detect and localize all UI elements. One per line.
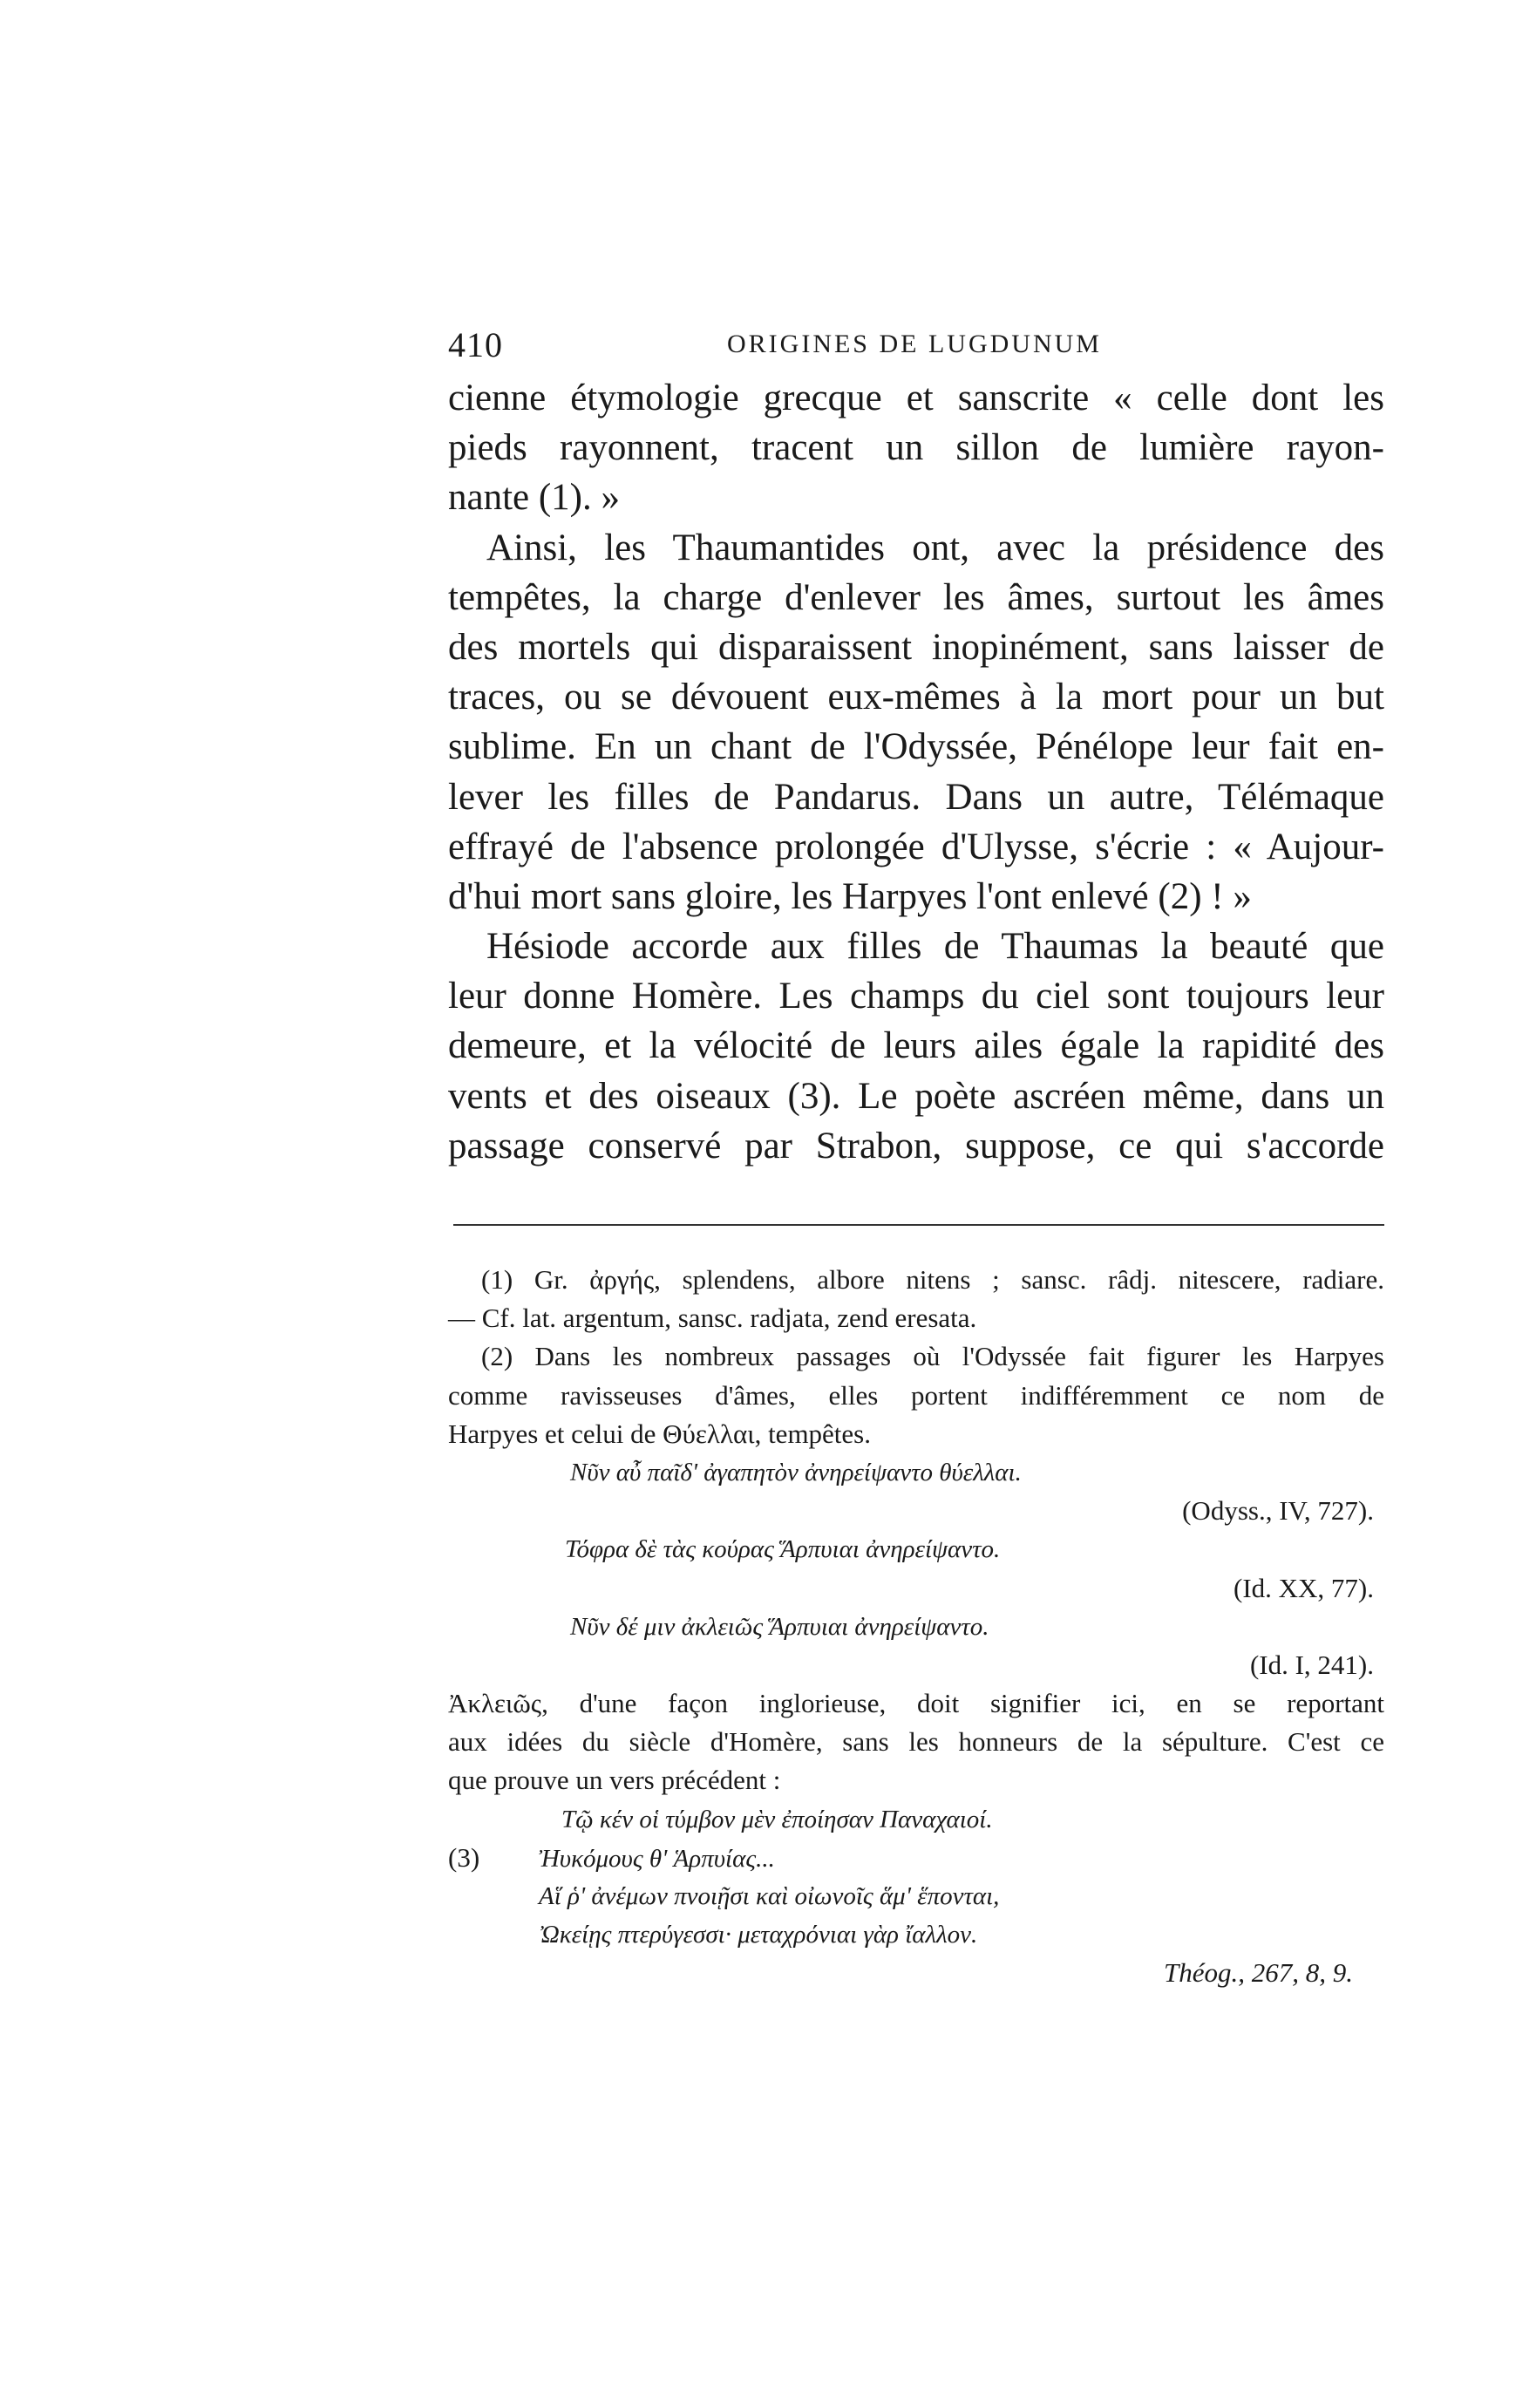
footnote-divider: [453, 1224, 1384, 1226]
text-line: tempêtes, la charge d'enlever les âmes, surtout les âmes: [448, 576, 1384, 618]
page-header: [448, 324, 1390, 366]
text-line: demeure, et la vélocité de leurs ailes égale la rapidité des: [448, 1025, 1384, 1067]
citation: Théog., 267, 8, 9.: [1164, 1957, 1353, 1989]
footnote-2-commentary: que prouve un vers précédent :: [448, 1765, 781, 1796]
page-number: 410: [448, 325, 503, 364]
greek-quote: Τόφρα δὲ τὰς κούρας Ἅρπυιαι ἀνηρείψαντο.: [565, 1535, 1001, 1564]
greek-quote: Ὠκείῃς πτερύγεσσι· μεταχρόνιαι γὰρ ἴαλλον.: [539, 1921, 978, 1949]
running-title: ORIGINES DE LUGDUNUM: [727, 330, 1102, 358]
footnote-1-line: (1) Gr. ἀργής, splendens, albore nitens ; sansc. rȃdj. nitescere, radiare.: [481, 1264, 1384, 1295]
text-line: pieds rayonnent, tracent un sillon de lumière rayon-: [448, 427, 1384, 469]
greek-quote: Νῦν αὖ παῖδ' ἀγαπητὸν ἀνηρείψαντο θύελλαι.: [570, 1458, 1022, 1486]
footnote-2-commentary: aux idées du siècle d'Homère, sans les honneurs de la sépulture. C'est ce: [448, 1726, 1384, 1758]
text-line: Hésiode accorde aux filles de Thaumas la beauté que: [486, 926, 1384, 968]
text-line: effrayé de l'absence prolongée d'Ulysse, s'écrie : « Aujour-: [448, 826, 1384, 867]
footnote-2-line: (2) Dans les nombreux passages où l'Odyssée fait figurer les Harpyes: [481, 1341, 1384, 1372]
text-line: Ainsi, les Thaumantides ont, avec la présidence des: [486, 527, 1384, 568]
footnote-1-line: — Cf. lat. argentum, sansc. radjata, zend eresata.: [448, 1303, 977, 1334]
text-line: leur donne Homère. Les champs du ciel sont toujours leur: [448, 976, 1384, 1017]
citation: (Id. I, 241).: [1249, 1649, 1374, 1680]
text-line: d'hui mort sans gloire, les Harpyes l'ont enlevé (2) ! »: [448, 875, 1252, 917]
text-line: traces, ou se dévouent eux-mêmes à la mort pour un but: [448, 677, 1384, 718]
footnote-2-commentary: Ἀκλειῶς, d'une façon inglorieuse, doit signifier ici, en se reportant: [448, 1688, 1384, 1719]
greek-quote: Ἠυκόμους θ' Ἁρπυίας...: [539, 1844, 775, 1873]
footnotes: [448, 1261, 1384, 1993]
main-text: [448, 373, 1384, 1171]
text-line: lever les filles de Pandarus. Dans un autre, Télémaque: [448, 776, 1384, 818]
text-line: sublime. En un chant de l'Odyssée, Pénélope leur fait en-: [448, 726, 1384, 768]
footnote-2-line: Harpyes et celui de Θύελλαι, tempêtes.: [448, 1418, 871, 1449]
text-line: vents et des oiseaux (3). Le poète ascréen même, dans un: [448, 1075, 1384, 1117]
text-line: passage conservé par Strabon, suppose, ce qui s'accorde: [448, 1125, 1384, 1167]
greek-quote: Νῦν δέ μιν ἀκλειῶς Ἅρπυιαι ἀνηρείψαντο.: [570, 1612, 989, 1641]
citation: (Odyss., IV, 727).: [1182, 1495, 1374, 1527]
footnote-2-line: comme ravisseuses d'âmes, elles portent indifféremment ce nom de: [448, 1379, 1384, 1411]
greek-quote: Αἵ ῥ' ἀνέμων πνοιῇσι καὶ οἰωνοῖς ἅμ' ἕπονται,: [539, 1882, 1000, 1910]
greek-quote: Τῷ κέν οἱ τύμβον μὲν ἐποίησαν Παναχαιοί.: [561, 1805, 993, 1833]
text-line: nante (1). »: [448, 477, 621, 519]
citation: (Id. XX, 77).: [1234, 1572, 1374, 1603]
text-line: des mortels qui disparaissent inopinément, sans laisser de: [448, 626, 1384, 668]
footnote-3-label: (3): [448, 1841, 480, 1873]
footnote-3-first-line: [448, 1839, 1384, 1877]
text-line: cienne étymologie grecque et sanscrite « celle dont les: [448, 378, 1384, 418]
